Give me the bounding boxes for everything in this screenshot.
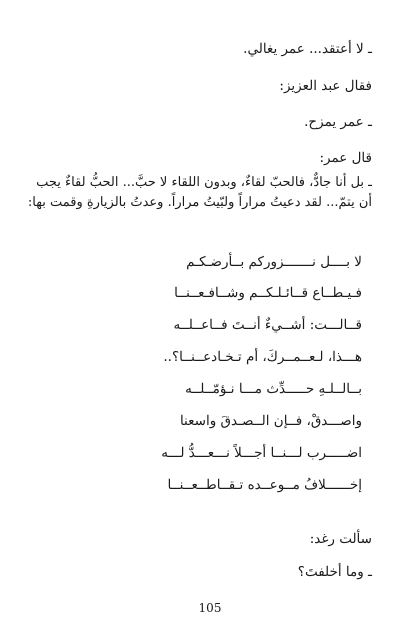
dialogue-line: ـ وما أخلفتَ؟ (297, 564, 372, 580)
poem-verse: واصـــدقْ، فــإن الــصـدقَ واسعنا (179, 413, 362, 429)
poem-verse: قــالـــت: أشــيءٌ أنــتَ فــاعــلــه (173, 317, 362, 333)
poem-verse: اضـــــرب لـــنــا أجـــلاً نـــعـــدُّ لـــه (161, 445, 362, 461)
narration-line: سألت رغد: (309, 531, 372, 547)
narration-line: قال عمر: (319, 150, 372, 166)
dialogue-line: ـ عمر يمزح. (304, 114, 372, 130)
poem-verse: بــالــلـهِ حـــــدِّث مـــا نـؤمّــلــه (185, 381, 362, 397)
dialogue-line-continued: أن يتمّ... لقد دعيتُ مراراً ولبّيتُ مراراً. وعدتُ بالزيارةِ وقمت بها: (27, 195, 372, 210)
poem-verse: لا بــــل نـــــــزوركم بــأرضـكـم (186, 254, 362, 270)
poem-verse: فـيـطــاع قــائـلـكــم وشــافـعــنــا (174, 285, 362, 301)
narration-line: فقال عبد العزيز: (279, 78, 372, 94)
dialogue-line: ـ بل أنا جادٌّ، فالحبّ لقاءٌ، وبدون اللقاء لا حبَّ... الحبُّ لقاءٌ يجب (36, 175, 372, 190)
poem-verse: إخــــــلافُ مــوعــده تـقــاطــعــنــا (167, 477, 362, 493)
page-number: 105 (198, 601, 222, 615)
dialogue-line: ـ لا أعتقد... عمر يغالي. (243, 41, 372, 57)
poem-verse: هـــذا، لـعــمــركَ، أم تـخـادعــنــا؟.. (163, 349, 362, 365)
